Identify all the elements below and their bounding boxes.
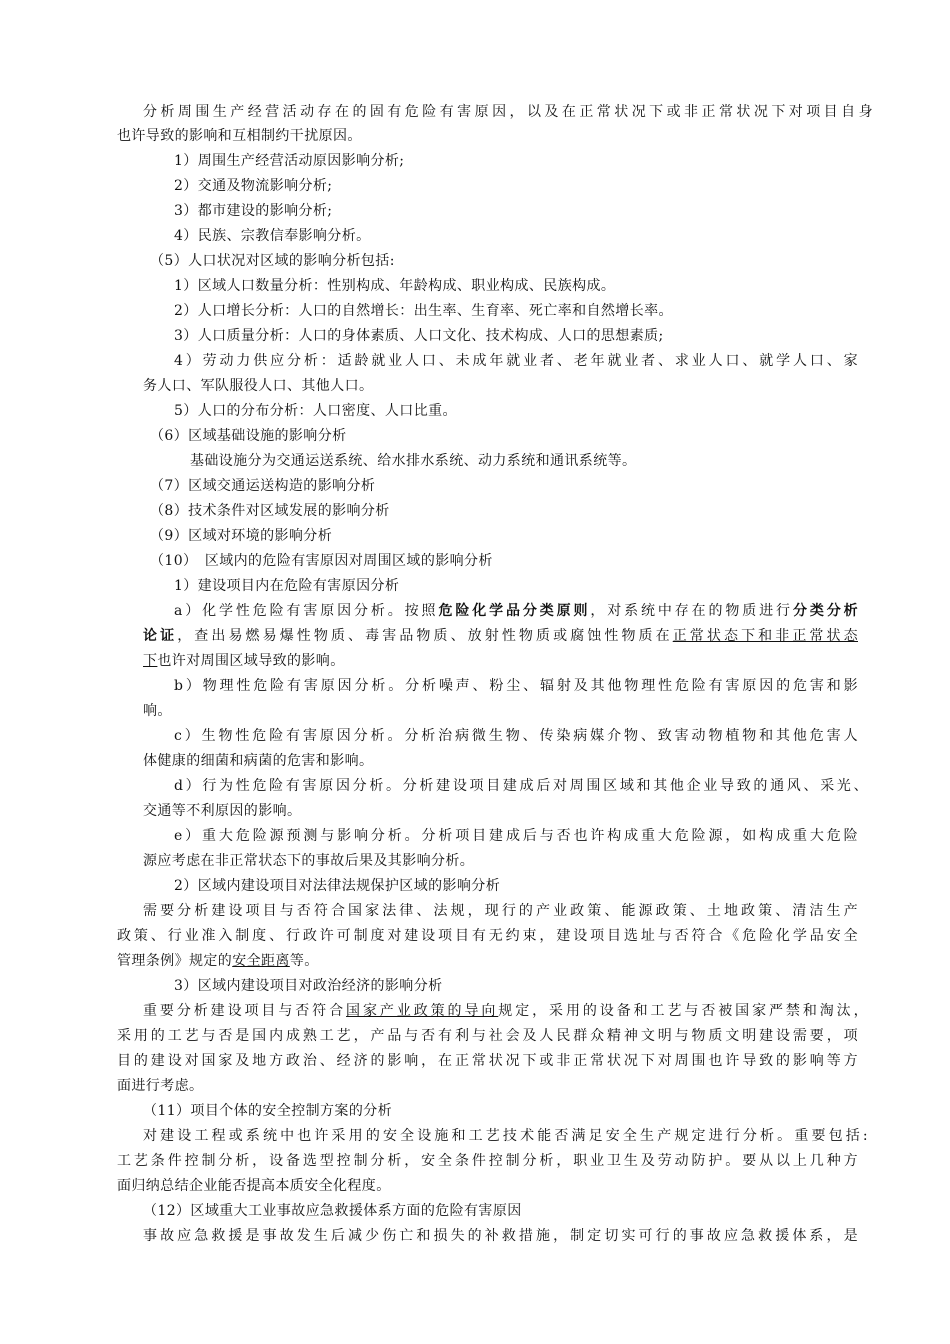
paragraph-line: 重要分析建设项目与否符合国家产业政策的导向规定，采用的设备和工艺与否被国家严禁和淘汰， [143,1003,868,1019]
list-item: 2）区域内建设项目对法律法规保护区域的影响分析 [174,878,501,894]
section-heading: （6）区域基础设施的影响分析 [150,428,347,444]
list-item-continuation: 体健康的细菌和病菌的危害和影响。 [143,753,374,769]
paragraph-line: 管理条例》规定的安全距离等。 [117,953,319,969]
bold-term: 危险化学品分类原则 [438,603,591,619]
paragraph-line: 也许导致的影响和互相制约干扰原因。 [117,128,362,144]
section-heading: （8）技术条件对区域发展的影响分析 [150,503,390,519]
list-item-e: e）重大危险源预测与影响分析。分析项目建成后与否也许构成重大危险源，如构成重大危险 [174,828,858,844]
list-item: 2）交通及物流影响分析; [174,178,333,194]
paragraph-line: 事故应急救援是事故发生后减少伤亡和损失的补救措施，制定切实可行的事故应急救援体系，是 [143,1228,858,1244]
section-heading: （10） 区域内的危险有害原因对周围区域的影响分析 [150,553,493,569]
paragraph-line: 分析周围生产经营活动存在的固有危险有害原因，以及在正常状况下或非正常状况下对项目自身 [143,104,873,120]
list-item-continuation: 务人口、军队服役人口、其他人口。 [143,378,374,394]
paragraph-line: 面进行考虑。 [117,1078,204,1094]
underlined-term: 国家产业政策的导向 [346,1003,499,1019]
paragraph-line: 工艺条件控制分析，设备选型控制分析，安全条件控制分析，职业卫生及劳动防护。要从以上几种方 [117,1153,858,1169]
list-item: 1）建设项目内在危险有害原因分析 [174,578,400,594]
paragraph-line: 面归纳总结企业能否提高本质安全化程度。 [117,1178,391,1194]
underlined-term: 下 [143,653,158,669]
section-heading: （9）区域对环境的影响分析 [150,528,333,544]
paragraph-line: 目的建设对国家及地方政治、经济的影响，在正常状况下或非正常状况下对周围也许导致的影响等方 [117,1053,858,1069]
list-item: 4）民族、宗教信奉影响分析。 [174,228,371,244]
list-item: 3）区域内建设项目对政治经济的影响分析 [174,978,443,994]
list-item-a-continuation: 论证，查出易燃易爆性物质、毒害品物质、放射性物质或腐蚀性物质在正常状态下和非正常状态 [143,628,858,644]
paragraph-line: 政策、行业准入制度、行政许可制度对建设项目有无约束，建设项目选址与否符合《危险化学品安全 [117,928,858,944]
list-item: 3）都市建设的影响分析; [174,203,333,219]
list-item-continuation: 响。 [143,703,172,719]
list-item: 4）劳动力供应分析：适龄就业人口、未成年就业者、老年就业者、求业人口、就学人口、家 [174,353,858,369]
list-item: 2）人口增长分析：人口的自然增长：出生率、生育率、死亡率和自然增长率。 [174,303,673,319]
list-item-continuation: 交通等不利原因的影响。 [143,803,302,819]
section-heading: （11）项目个体的安全控制方案的分析 [143,1103,393,1119]
paragraph-line: 采用的工艺与否是国内成熟工艺，产品与否有利与社会及人民群众精神文明与物质文明建设需要，项 [117,1028,858,1044]
list-item: 1）区域人口数量分析：性别构成、年龄构成、职业构成、民族构成。 [174,278,616,294]
list-item: 5）人口的分布分析：人口密度、人口比重。 [174,403,457,419]
list-item: 1）周围生产经营活动原因影响分析; [174,153,405,169]
list-item-d: d）行为性危险有害原因分析。分析建设项目建成后对周围区域和其他企业导致的通风、采光、 [174,778,868,794]
bold-term: 分类分析 [792,603,858,619]
underlined-term: 安全距离 [232,953,290,969]
section-heading: （7）区域交通运送构造的影响分析 [150,478,376,494]
section-heading: （5）人口状况对区域的影响分析包括: [150,253,395,269]
underlined-term: 正常状态下和非正常状态 [672,628,858,644]
list-item-b: b）物理性危险有害原因分析。分析噪声、粉尘、辐射及其他物理性危险有害原因的危害和影 [174,678,858,694]
paragraph-line: 对建设工程或系统中也许采用的安全设施和工艺技术能否满足安全生产规定进行分析。重要包括: [143,1128,868,1144]
list-item-c: c）生物性危险有害原因分析。分析治病微生物、传染病媒介物、致害动物植物和其他危害人 [174,728,858,744]
list-item-a: a）化学性危险有害原因分析。按照危险化学品分类原则，对系统中存在的物质进行分类分析 [174,603,858,619]
paragraph-line: 基础设施分为交通运送系统、给水排水系统、动力系统和通讯系统等。 [190,453,637,469]
paragraph-line: 需要分析建设项目与否符合国家法律、法规，现行的产业政策、能源政策、土地政策、清洁生产 [143,903,858,919]
list-item-a-continuation: 下也许对周围区域导致的影响。 [143,653,345,669]
list-item: 3）人口质量分析：人口的身体素质、人口文化、技术构成、人口的思想素质; [174,328,664,344]
bold-term: 论证 [143,628,178,644]
list-item-continuation: 源应考虑在非正常状态下的事故后果及其影响分析。 [143,853,475,869]
section-heading: （12）区域重大工业事故应急救援体系方面的危险有害原因 [143,1203,522,1219]
